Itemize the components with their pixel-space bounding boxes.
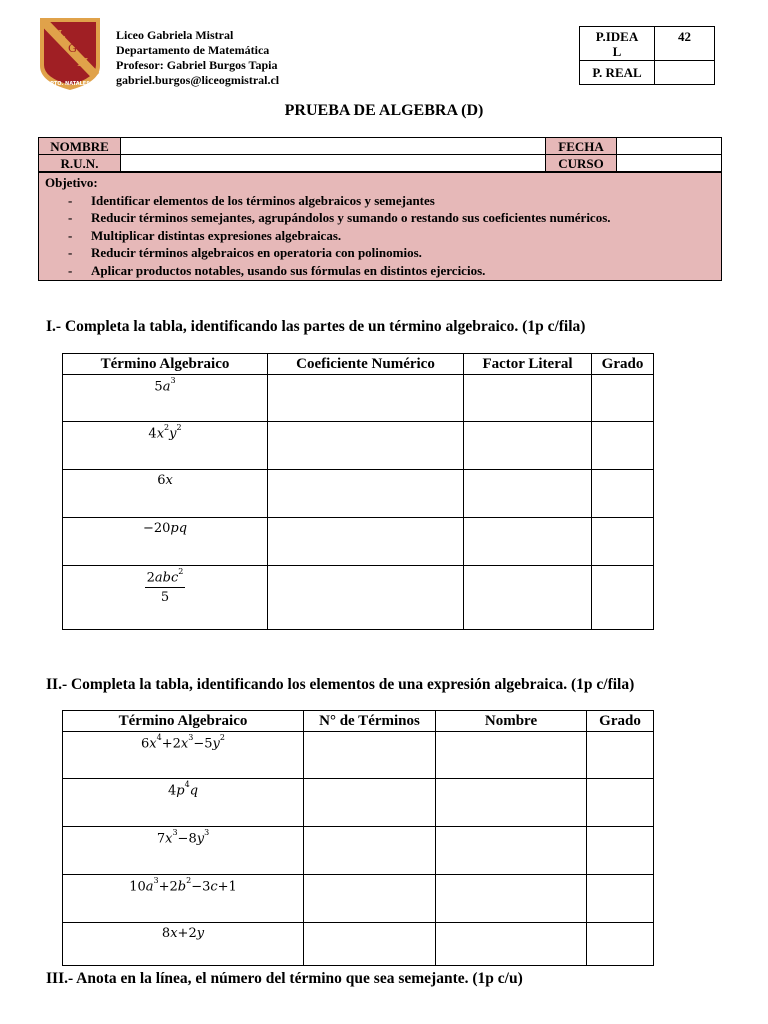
objectives-list: [45, 192, 715, 280]
department: Departamento de Matemática: [116, 43, 270, 57]
answer-cell[interactable]: [304, 779, 436, 827]
table-row: [63, 875, 654, 923]
col-header-literal-factor: Factor Literal: [464, 354, 592, 375]
answer-cell[interactable]: [436, 827, 587, 875]
logo-town-text: PTO. NATALES: [50, 81, 90, 87]
answer-cell[interactable]: [436, 732, 587, 779]
ideal-score-value: 42: [655, 27, 715, 61]
answer-cell[interactable]: [592, 518, 654, 566]
answer-cell[interactable]: [592, 422, 654, 470]
answer-cell[interactable]: [436, 779, 587, 827]
term-cell: 6x: [63, 470, 268, 518]
col-header-coefficient: Coeficiente Numérico: [268, 354, 464, 375]
answer-cell[interactable]: [304, 923, 436, 966]
teacher: Profesor: Gabriel Burgos Tapia: [116, 58, 278, 72]
expression-cell: 8x+2y: [63, 923, 304, 966]
algebraic-expressions-table: [62, 710, 654, 966]
real-score-value[interactable]: [655, 61, 715, 85]
table-row: [63, 518, 654, 566]
section-3-title: III.- Anota en la línea, el número del término que sea semejante. (1p c/u): [46, 970, 523, 987]
col-header-degree: Grado: [592, 354, 654, 375]
term-cell: −20pq: [63, 518, 268, 566]
student-info-table: [38, 137, 722, 172]
real-score-label: P. REAL: [580, 61, 655, 85]
table-row: [63, 375, 654, 422]
col-header-term-count: N° de Términos: [304, 711, 436, 732]
answer-cell[interactable]: [268, 566, 464, 630]
table-row: [63, 827, 654, 875]
answer-cell[interactable]: [268, 518, 464, 566]
date-label: FECHA: [546, 138, 617, 155]
answer-cell[interactable]: [592, 470, 654, 518]
school-name: Liceo Gabriela Mistral: [116, 28, 234, 42]
answer-cell[interactable]: [464, 470, 592, 518]
algebraic-terms-table: [62, 353, 654, 630]
table-row: [63, 779, 654, 827]
expression-cell: $10a^3+2b^2-3c+1$: [63, 875, 304, 923]
table-row: [63, 566, 654, 630]
objectives-heading: Objetivo:: [45, 175, 98, 190]
objective-item: - Identificar elementos de los términos algebraicos y semejantes: [45, 192, 715, 210]
answer-cell[interactable]: [304, 875, 436, 923]
objective-item: - Multiplicar distintas expresiones algebraicas.: [45, 227, 715, 245]
name-label: NOMBRE: [39, 138, 121, 155]
objectives-box: [38, 172, 722, 281]
expression-cell: $7x^3-8y^3$: [63, 827, 304, 875]
teacher-email: gabriel.burgos@liceogmistral.cl: [116, 73, 280, 87]
table-row: [63, 732, 654, 779]
score-box: [579, 26, 715, 85]
objective-item: - Reducir términos semejantes, agrupándolos y sumando o restando sus coeficientes numéricos.: [45, 209, 715, 227]
section-2-title: II.- Completa la tabla, identificando los elementos de una expresión algebraica. (1p c/fila): [46, 676, 635, 693]
answer-cell[interactable]: [304, 827, 436, 875]
rut-field[interactable]: [121, 155, 546, 172]
expression-cell: $4p^4q$: [63, 779, 304, 827]
answer-cell[interactable]: [587, 732, 654, 779]
objective-item: - Aplicar productos notables, usando sus fórmulas en distintos ejercicios.: [45, 262, 715, 280]
school-logo: [38, 16, 102, 92]
term-cell: $\frac{2abc^2}{5}$: [63, 566, 268, 630]
answer-cell[interactable]: [587, 827, 654, 875]
school-info: [116, 28, 279, 88]
answer-cell[interactable]: [464, 375, 592, 422]
answer-cell[interactable]: [436, 923, 587, 966]
section-1-title: I.- Completa la tabla, identificando las partes de un término algebraico. (1p c/fila): [46, 318, 586, 335]
expression-cell: $6x^4+2x^3-5y^2$: [63, 732, 304, 779]
rut-label: R.U.N.: [39, 155, 121, 172]
logo-letter-g: G: [68, 42, 77, 55]
col-header-term: Término Algebraico: [63, 354, 268, 375]
col-header-term: Término Algebraico: [63, 711, 304, 732]
answer-cell[interactable]: [587, 779, 654, 827]
name-field[interactable]: [121, 138, 546, 155]
table-row: [63, 422, 654, 470]
logo-letter-m: M: [77, 56, 89, 69]
col-header-name: Nombre: [436, 711, 587, 732]
date-field[interactable]: [617, 138, 722, 155]
answer-cell[interactable]: [587, 875, 654, 923]
answer-cell[interactable]: [464, 566, 592, 630]
term-cell: $4x^2y^2$: [63, 422, 268, 470]
answer-cell[interactable]: [587, 923, 654, 966]
table-row: [63, 923, 654, 966]
course-label: CURSO: [546, 155, 617, 172]
answer-cell[interactable]: [592, 566, 654, 630]
answer-cell[interactable]: [268, 422, 464, 470]
table-row: [63, 470, 654, 518]
objective-item: - Reducir términos algebraicos en operatoria con polinomios.: [45, 244, 715, 262]
answer-cell[interactable]: [436, 875, 587, 923]
answer-cell[interactable]: [304, 732, 436, 779]
ideal-score-label: P.IDEA L: [580, 27, 655, 61]
answer-cell[interactable]: [268, 470, 464, 518]
page-title: PRUEBA DE ALGEBRA (D): [284, 102, 484, 119]
logo-letter-l: L: [58, 28, 66, 41]
answer-cell[interactable]: [592, 375, 654, 422]
term-cell: $5a^3$: [63, 375, 268, 422]
course-field[interactable]: [617, 155, 722, 172]
col-header-degree: Grado: [587, 711, 654, 732]
answer-cell[interactable]: [464, 518, 592, 566]
answer-cell[interactable]: [464, 422, 592, 470]
answer-cell[interactable]: [268, 375, 464, 422]
